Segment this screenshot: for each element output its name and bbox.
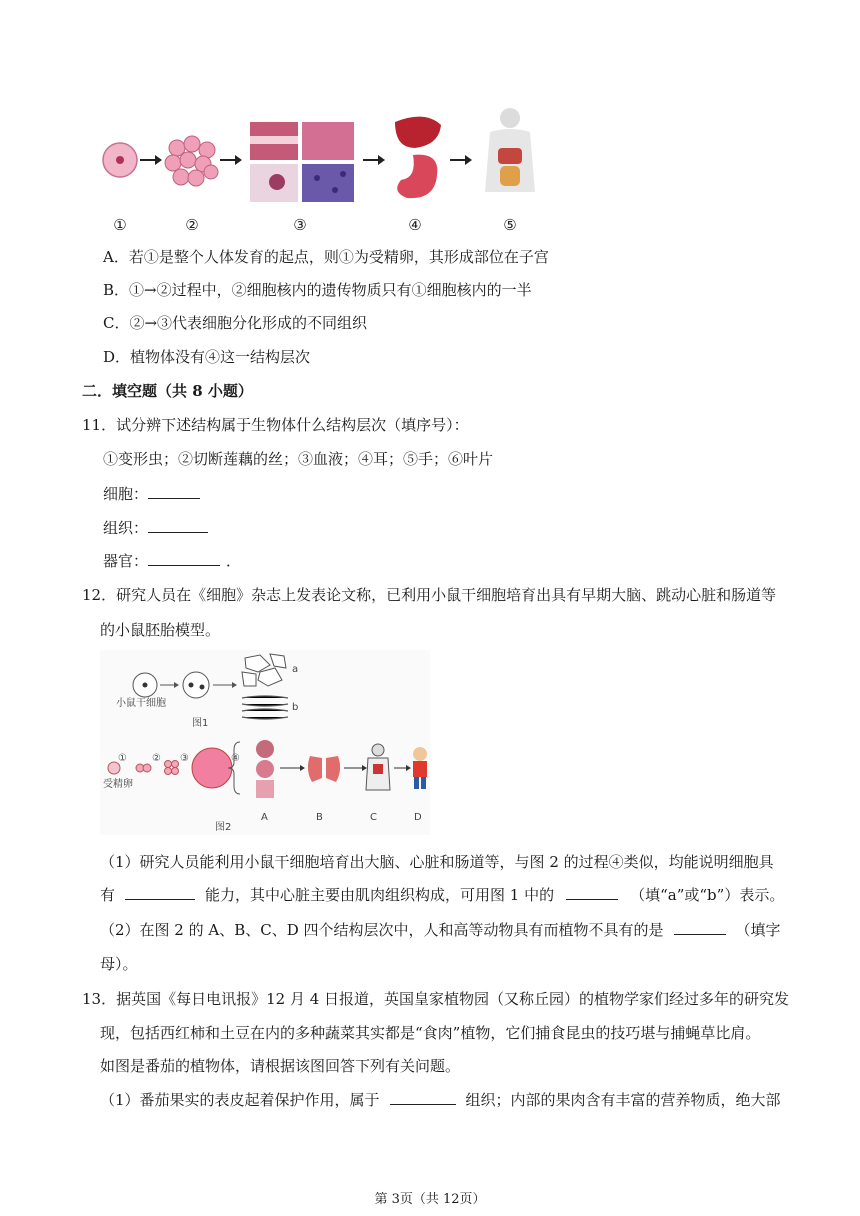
option-c: C．②→③代表细胞分化形成的不同组织	[103, 314, 368, 332]
organization-levels-figure	[95, 100, 540, 240]
q12-part2-text: （2）在图 2 的 A、B、C、D 四个结构层次中，人和高等动物具有而植物不具有的是	[100, 921, 664, 939]
stage-label: ③	[293, 216, 307, 234]
single-cell-image	[103, 143, 137, 177]
tissue-label: 组织：	[103, 519, 149, 537]
organ-end: ．	[226, 552, 242, 570]
answer-blank[interactable]	[125, 885, 195, 900]
mouse-embryo-figure	[100, 650, 430, 835]
q12-part1-text: 能力，其中心脏主要由肌肉组织构成，可用图 1 中的	[205, 886, 555, 904]
cell-label: 细胞：	[103, 485, 149, 503]
q12-part2-line1	[100, 920, 781, 940]
fig2-step: ①	[118, 753, 127, 764]
q12-stem-line2: 的小鼠胚胎模型。	[100, 621, 221, 639]
answer-blank[interactable]	[148, 551, 220, 566]
option-b: B．①→②过程中，②细胞核内的遗传物质只有①细胞核内的一半	[103, 281, 532, 299]
q12-part1-line2	[100, 885, 784, 905]
answer-blank[interactable]	[390, 1090, 456, 1105]
q13-part1-text: （1）番茄果实的表皮起着保护作用，属于	[100, 1091, 380, 1109]
fig1-caption: 图1	[192, 718, 209, 729]
stage-label: ④	[408, 216, 422, 234]
option-d: D．植物体没有④这一结构层次	[103, 348, 311, 366]
fig2-letter: A	[261, 812, 268, 823]
q12-stem-line1: 12．研究人员在《细胞》杂志上发表论文称，已利用小鼠干细胞培育出具有早期大脑、跳动心脏和肠道等	[82, 586, 777, 604]
q13-line1: 13．据英国《每日电讯报》12 月 4 日报道，英国皇家植物园（又称丘园）的植物学家们经过多年的研究发	[82, 990, 790, 1008]
answer-blank[interactable]	[674, 920, 726, 935]
fig2-letter: B	[316, 812, 323, 823]
answer-blank[interactable]	[566, 885, 618, 900]
organ-label: 器官：	[103, 552, 149, 570]
arrow-icon	[363, 155, 385, 165]
arrow-icon	[220, 155, 242, 165]
fig1-stem-label: 小鼠干细胞	[116, 698, 166, 709]
q13-line3: 如图是番茄的植物体，请根据该图回答下列有关问题。	[100, 1057, 461, 1075]
q12-part2-text: （填字	[735, 921, 781, 939]
q13-part1-text: 组织；内部的果肉含有丰富的营养物质，绝大部	[465, 1091, 781, 1109]
q12-part2-line2: 母）。	[100, 955, 138, 973]
tissue-images	[250, 122, 354, 202]
page-footer: 第 3页（共 12页）	[374, 1192, 486, 1207]
stage-label: ①	[113, 216, 127, 234]
q11-items: ①变形虫；②切断莲藕的丝；③血液；④耳；⑤手；⑥叶片	[103, 450, 494, 468]
human-body-image	[485, 108, 535, 192]
cell-mass-image	[165, 136, 218, 186]
q12-part1-text: （填“a”或“b”）表示。	[630, 886, 785, 904]
q13-part1	[100, 1090, 781, 1110]
arrow-icon	[450, 155, 472, 165]
stage-label: ②	[185, 216, 199, 234]
fig2-letter: C	[370, 812, 377, 823]
q13-line2: 现，包括西红柿和土豆在内的多种蔬菜其实都是“食肉”植物，它们捕食昆虫的技巧堪与捕蝇草比肩。	[100, 1024, 761, 1042]
q11-stem: 11．试分辨下述结构属于生物体什么结构层次（填序号）：	[82, 416, 469, 434]
fig1-label-b: b	[292, 702, 299, 713]
section-heading: 二．填空题（共 8 小题）	[82, 382, 253, 400]
fig2-step: ③	[180, 753, 189, 764]
organ-images	[395, 117, 441, 198]
q12-part1-line1: （1）研究人员能利用小鼠干细胞培育出大脑、心脏和肠道等，与图 2 的过程④类似，均能说明细胞具	[100, 853, 774, 871]
stage-label: ⑤	[503, 216, 517, 234]
option-a: A．若①是整个人体发育的起点，则①为受精卵，其形成部位在子宫	[103, 248, 549, 266]
fig2-letter: D	[414, 812, 422, 823]
fig2-caption: 图2	[215, 822, 232, 833]
fig1-label-a: a	[292, 664, 299, 675]
answer-blank[interactable]	[148, 518, 208, 533]
q11-cell-row	[103, 484, 206, 504]
fig2-step: ④	[231, 753, 240, 764]
fig2-step: ②	[152, 753, 161, 764]
fig2-egg-label: 受精卵	[103, 779, 133, 790]
arrow-icon	[140, 155, 162, 165]
q12-part1-text: 有	[100, 886, 116, 904]
q11-organ-row	[103, 551, 241, 571]
q11-tissue-row	[103, 518, 214, 538]
answer-blank[interactable]	[148, 484, 200, 499]
